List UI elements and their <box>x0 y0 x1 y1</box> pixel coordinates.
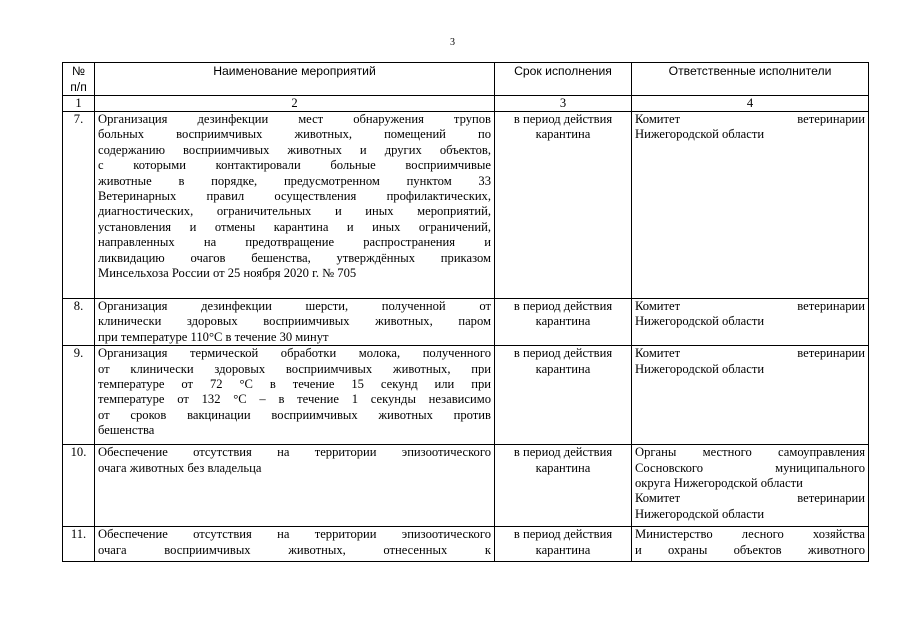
executor-line: Комитет ветеринарии <box>635 112 865 126</box>
description-line: бешенства <box>98 423 155 438</box>
description-line: Организация термической обработки молока, полученного <box>98 346 491 361</box>
executor-line: Комитет ветеринарии <box>635 346 865 361</box>
table-row <box>63 112 869 299</box>
column-number: 3 <box>495 96 632 112</box>
column-number: 4 <box>632 96 869 112</box>
executor-line: и охраны объектов животного <box>635 542 865 557</box>
table-header-row <box>63 63 869 96</box>
executor-line: Нижегородской области <box>635 314 765 329</box>
description-line: от клинически здоровых восприимчивых животных, при <box>98 361 491 376</box>
table-row <box>63 527 869 562</box>
column-number-row <box>63 96 869 112</box>
header-exec: Ответственные исполнители <box>632 63 869 96</box>
row-number: 7. <box>63 112 95 299</box>
description-line: от сроков вакцинации восприимчивых животных против <box>98 407 491 422</box>
executor-line: Комитет ветеринарии <box>635 299 865 313</box>
execution-term: в период действия карантина <box>495 527 632 562</box>
responsible-executors <box>632 527 869 562</box>
header-num: № п/п <box>63 63 95 96</box>
column-number: 2 <box>95 96 495 112</box>
description-line: животные в порядке, предусмотренном пунктом 33 <box>98 173 491 188</box>
executor-line: Нижегородской области <box>635 127 765 142</box>
description-line: Ветеринарных правил осуществления профилактических, <box>98 189 491 204</box>
execution-term: в период действия карантина <box>495 346 632 445</box>
execution-term: в период действия карантина <box>495 299 632 346</box>
description-line: Минсельхоза России от 25 ноября 2020 г. № 705 <box>98 266 357 281</box>
description-line: установления и отмены карантина и иных ограничений, <box>98 219 491 234</box>
executor-line: Комитет ветеринарии <box>635 491 865 506</box>
responsible-executors <box>632 445 869 527</box>
measure-description <box>95 527 495 562</box>
header-term: Срок исполнения <box>495 63 632 96</box>
description-line: Обеспечение отсутствия на территории эпизоотического <box>98 445 491 460</box>
page-number: 3 <box>450 37 455 48</box>
description-line: направленных на предотвращение распространения и <box>98 235 491 250</box>
row-number: 8. <box>63 299 95 346</box>
description-line: очага восприимчивых животных, отнесенных к <box>98 542 491 557</box>
responsible-executors <box>632 299 869 346</box>
executor-line: Министерство лесного хозяйства <box>635 527 865 542</box>
execution-term: в период действия карантина <box>495 445 632 527</box>
description-line: содержанию восприимчивых животных и других объектов, <box>98 142 491 157</box>
description-line: очага животных без владельца <box>98 460 262 475</box>
description-line: больных восприимчивых животных, помещений по <box>98 127 491 142</box>
executor-line: Нижегородской области <box>635 361 765 376</box>
executor-line: Органы местного самоуправления <box>635 445 865 460</box>
table-row <box>63 299 869 346</box>
description-line: Организация дезинфекции мест обнаружения трупов <box>98 112 491 126</box>
measures-table <box>62 62 869 562</box>
measure-description <box>95 299 495 346</box>
responsible-executors <box>632 112 869 299</box>
description-line: клинически здоровых восприимчивых животных, паром <box>98 314 491 329</box>
executor-line: Сосновского муниципального <box>635 460 865 475</box>
table-row <box>63 445 869 527</box>
description-line: при температуре 110°С в течение 30 минут <box>98 329 329 344</box>
executor-line: округа Нижегородской области <box>635 476 803 491</box>
table-row <box>63 346 869 445</box>
row-number: 10. <box>63 445 95 527</box>
measure-description <box>95 112 495 299</box>
responsible-executors <box>632 346 869 445</box>
description-line: с которыми контактировали больные восприимчивые <box>98 158 491 173</box>
description-line: температуре от 72 °С в течение 15 секунд или при <box>98 377 491 392</box>
execution-term: в период действия карантина <box>495 112 632 299</box>
description-line: диагностических, ограничительных и иных мероприятий, <box>98 204 491 219</box>
measure-description <box>95 346 495 445</box>
column-number: 1 <box>63 96 95 112</box>
row-number: 11. <box>63 527 95 562</box>
description-line: Обеспечение отсутствия на территории эпизоотического <box>98 527 491 542</box>
header-name: Наименование мероприятий <box>95 63 495 96</box>
row-number: 9. <box>63 346 95 445</box>
executor-line: Нижегородской области <box>635 506 765 521</box>
description-line: Организация дезинфекции шерсти, полученной от <box>98 299 491 313</box>
description-line: температуре от 132 °С – в течение 1 секунды независимо <box>98 392 491 407</box>
description-line: ликвидацию очагов бешенства, утверждённых приказом <box>98 250 491 265</box>
measure-description <box>95 445 495 527</box>
